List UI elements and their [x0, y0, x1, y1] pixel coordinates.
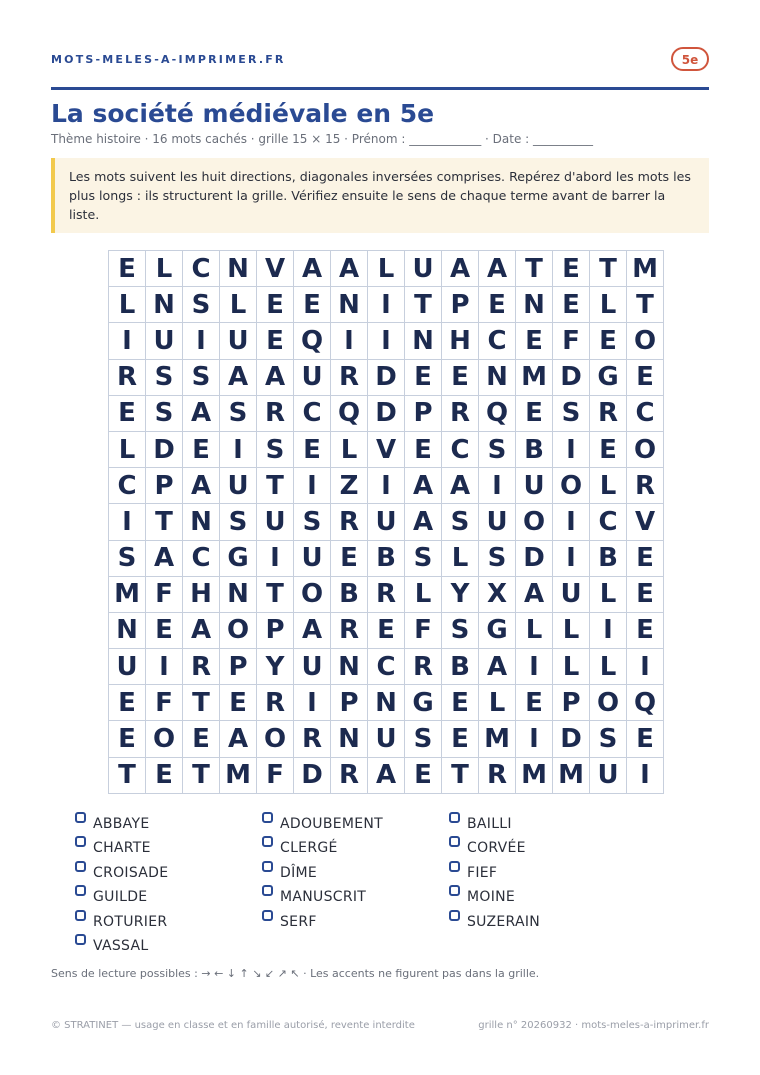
grid-cell[interactable]: T — [257, 468, 294, 504]
grid-cell[interactable]: E — [257, 287, 294, 323]
grid-cell[interactable]: S — [146, 359, 183, 395]
grid-cell[interactable]: U — [294, 359, 331, 395]
grid-cell[interactable]: R — [331, 359, 368, 395]
grid-cell[interactable]: O — [516, 504, 553, 540]
grid-cell[interactable]: O — [590, 685, 627, 721]
grid-cell[interactable]: E — [442, 721, 479, 757]
grid-cell[interactable]: O — [553, 468, 590, 504]
grid-cell[interactable]: D — [294, 757, 331, 793]
grid-cell[interactable]: A — [220, 359, 257, 395]
grid-row — [109, 504, 664, 540]
grid-row — [109, 757, 664, 793]
grid-cell[interactable]: E — [109, 685, 146, 721]
grid-cell[interactable]: L — [442, 540, 479, 576]
grid-cell[interactable]: A — [294, 612, 331, 648]
grid-cell[interactable]: I — [331, 323, 368, 359]
grid-cell[interactable]: L — [590, 576, 627, 612]
grid-cell[interactable]: E — [405, 359, 442, 395]
grid-cell[interactable]: P — [405, 395, 442, 431]
grid-cell[interactable]: E — [553, 251, 590, 287]
grid-cell[interactable]: S — [442, 504, 479, 540]
word-label: ABBAYE — [93, 816, 150, 832]
grid-cell[interactable]: E — [516, 395, 553, 431]
grid-cell[interactable]: Q — [479, 395, 516, 431]
grid-cell[interactable]: A — [294, 251, 331, 287]
grid-cell[interactable]: E — [183, 431, 220, 467]
grid-cell[interactable]: D — [368, 359, 405, 395]
grid-cell[interactable]: S — [220, 395, 257, 431]
grid-cell[interactable]: P — [220, 649, 257, 685]
grid-cell[interactable]: M — [553, 757, 590, 793]
grid-cell[interactable]: R — [331, 504, 368, 540]
grid-cell[interactable]: P — [146, 468, 183, 504]
grid-cell[interactable]: L — [553, 612, 590, 648]
grid-cell[interactable]: B — [368, 540, 405, 576]
grid-cell[interactable]: E — [109, 395, 146, 431]
word-checkbox[interactable] — [449, 861, 460, 872]
grid-cell[interactable]: L — [368, 251, 405, 287]
grid-cell[interactable]: L — [109, 431, 146, 467]
grid-cell[interactable]: R — [109, 359, 146, 395]
grid-cell[interactable]: L — [109, 287, 146, 323]
level-badge: 5e — [671, 47, 709, 71]
grid-cell[interactable]: P — [331, 685, 368, 721]
word-checkbox[interactable] — [262, 910, 273, 921]
grid-cell[interactable]: L — [590, 468, 627, 504]
grid-cell[interactable]: G — [220, 540, 257, 576]
grid-cell[interactable]: E — [479, 287, 516, 323]
word-label: VASSAL — [93, 938, 149, 954]
grid-cell[interactable]: E — [442, 359, 479, 395]
grid-cell[interactable]: I — [294, 685, 331, 721]
grid-cell[interactable]: R — [368, 576, 405, 612]
grid-cell[interactable]: U — [479, 504, 516, 540]
word-label: MANUSCRIT — [280, 889, 367, 906]
grid-cell[interactable]: M — [516, 359, 553, 395]
word-label: ROTURIER — [93, 913, 168, 930]
grid-cell[interactable]: C — [627, 395, 664, 431]
grid-cell[interactable]: L — [516, 612, 553, 648]
grid-cell[interactable]: E — [590, 431, 627, 467]
grid-cell[interactable]: E — [109, 251, 146, 287]
grid-cell[interactable]: V — [627, 504, 664, 540]
grid-row — [109, 323, 664, 359]
grid-cell[interactable]: G — [479, 612, 516, 648]
grid-cell[interactable]: C — [109, 468, 146, 504]
grid-cell[interactable]: S — [553, 395, 590, 431]
grid-cell[interactable]: C — [183, 540, 220, 576]
grid-cell[interactable]: C — [183, 251, 220, 287]
grid-cell[interactable]: T — [590, 251, 627, 287]
grid-cell[interactable]: I — [294, 468, 331, 504]
grid-cell[interactable]: A — [405, 504, 442, 540]
grid-cell[interactable]: E — [220, 685, 257, 721]
grid-cell[interactable]: N — [220, 251, 257, 287]
grid-cell[interactable]: F — [146, 685, 183, 721]
footer-copyright: © STRATINET — usage en classe et en famille autorisé, revente interdite — [51, 1020, 415, 1031]
grid-cell[interactable]: O — [257, 721, 294, 757]
grid-cell[interactable]: U — [294, 649, 331, 685]
grid-cell[interactable]: I — [220, 431, 257, 467]
grid-cell[interactable]: V — [368, 431, 405, 467]
grid-cell[interactable]: T — [516, 251, 553, 287]
word-checkbox[interactable] — [262, 861, 273, 872]
word-label: MOINE — [467, 889, 516, 906]
grid-cell[interactable]: T — [183, 757, 220, 793]
grid-cell[interactable]: I — [627, 757, 664, 793]
grid-cell[interactable]: U — [109, 649, 146, 685]
grid-cell[interactable]: E — [368, 612, 405, 648]
grid-cell[interactable]: S — [405, 540, 442, 576]
grid-cell[interactable]: H — [183, 576, 220, 612]
grid-cell[interactable]: T — [405, 287, 442, 323]
grid-cell[interactable]: I — [368, 468, 405, 504]
grid-cell[interactable]: U — [220, 323, 257, 359]
grid-cell[interactable]: I — [109, 504, 146, 540]
grid-cell[interactable]: U — [368, 721, 405, 757]
grid-cell[interactable]: N — [331, 287, 368, 323]
grid-cell[interactable]: F — [553, 323, 590, 359]
grid-cell[interactable]: A — [516, 576, 553, 612]
grid-cell[interactable]: A — [368, 757, 405, 793]
grid-cell[interactable]: M — [220, 757, 257, 793]
grid-cell[interactable]: I — [479, 468, 516, 504]
grid-cell[interactable]: G — [405, 685, 442, 721]
grid-cell[interactable]: S — [183, 359, 220, 395]
grid-cell[interactable]: L — [553, 649, 590, 685]
grid-cell[interactable]: O — [146, 721, 183, 757]
grid-cell[interactable]: N — [331, 721, 368, 757]
grid-cell[interactable]: I — [257, 540, 294, 576]
grid-row — [109, 468, 664, 504]
word-checkbox[interactable] — [449, 812, 460, 823]
grid-cell[interactable]: C — [294, 395, 331, 431]
grid-cell[interactable]: E — [627, 576, 664, 612]
grid-row — [109, 431, 664, 467]
grid-cell[interactable]: P — [553, 685, 590, 721]
grid-cell[interactable]: I — [516, 649, 553, 685]
grid-cell[interactable]: T — [146, 504, 183, 540]
grid-cell[interactable]: S — [183, 287, 220, 323]
word-search-grid — [108, 250, 664, 794]
grid-cell[interactable]: S — [294, 504, 331, 540]
grid-cell[interactable]: E — [516, 685, 553, 721]
grid-cell[interactable]: L — [331, 431, 368, 467]
word-checkbox[interactable] — [75, 836, 86, 847]
grid-cell[interactable]: A — [183, 395, 220, 431]
grid-cell[interactable]: L — [479, 685, 516, 721]
grid-cell[interactable]: N — [146, 287, 183, 323]
grid-cell[interactable]: S — [479, 540, 516, 576]
grid-cell[interactable]: E — [627, 540, 664, 576]
grid-row — [109, 359, 664, 395]
grid-cell[interactable]: I — [183, 323, 220, 359]
site-name: MOTS-MELES-A-IMPRIMER.FR — [51, 53, 286, 66]
grid-cell[interactable]: O — [627, 323, 664, 359]
grid-cell[interactable]: E — [146, 612, 183, 648]
word-checkbox[interactable] — [449, 910, 460, 921]
grid-cell[interactable]: S — [590, 721, 627, 757]
grid-cell[interactable]: T — [183, 685, 220, 721]
instructions-text: Les mots suivent les huit directions, diagonales inversées comprises. Repérez d'abord les mots les plus longs : ils structurent la grille. Vérifiez ensuite le sens de chaque terme avant de barrer la liste. — [69, 169, 691, 222]
grid-cell[interactable]: I — [146, 649, 183, 685]
grid-cell[interactable]: N — [109, 612, 146, 648]
grid-cell[interactable]: E — [331, 540, 368, 576]
grid-cell[interactable]: C — [590, 504, 627, 540]
grid-cell[interactable]: Q — [627, 685, 664, 721]
word-label: SERF — [280, 913, 317, 930]
grid-cell[interactable]: A — [405, 468, 442, 504]
grid-cell[interactable]: A — [220, 721, 257, 757]
grid-cell[interactable]: D — [553, 721, 590, 757]
grid-cell[interactable]: E — [627, 612, 664, 648]
grid-cell[interactable]: O — [220, 612, 257, 648]
grid-cell[interactable]: Y — [442, 576, 479, 612]
grid-row — [109, 540, 664, 576]
grid-cell[interactable]: A — [257, 359, 294, 395]
grid-cell[interactable]: T — [257, 576, 294, 612]
grid-cell[interactable]: C — [442, 431, 479, 467]
grid-cell[interactable]: E — [405, 757, 442, 793]
grid-cell[interactable]: L — [220, 287, 257, 323]
grid-cell[interactable]: E — [553, 287, 590, 323]
grid-row — [109, 721, 664, 757]
word-label: CHARTE — [93, 840, 151, 857]
grid-cell[interactable]: I — [590, 612, 627, 648]
grid-cell[interactable]: E — [405, 431, 442, 467]
grid-row — [109, 576, 664, 612]
grid-cell[interactable]: R — [405, 649, 442, 685]
grid-cell[interactable]: L — [590, 649, 627, 685]
grid-cell[interactable]: L — [590, 287, 627, 323]
page-title: La société médiévale en 5e — [51, 99, 435, 128]
grid-cell[interactable]: N — [220, 576, 257, 612]
grid-cell[interactable]: E — [590, 323, 627, 359]
grid-cell[interactable]: U — [553, 576, 590, 612]
word-label: SUZERAIN — [467, 913, 541, 930]
grid-cell[interactable]: N — [405, 323, 442, 359]
grid-cell[interactable]: I — [368, 323, 405, 359]
grid-cell[interactable]: B — [331, 576, 368, 612]
instructions-box — [51, 158, 709, 233]
grid-cell[interactable]: R — [257, 685, 294, 721]
grid-cell[interactable]: E — [146, 757, 183, 793]
grid-cell[interactable]: T — [627, 287, 664, 323]
grid-cell[interactable]: R — [627, 468, 664, 504]
grid-cell[interactable]: S — [405, 721, 442, 757]
grid-cell[interactable]: N — [331, 649, 368, 685]
grid-cell[interactable]: U — [368, 504, 405, 540]
grid-cell[interactable]: R — [479, 757, 516, 793]
grid-cell[interactable]: B — [590, 540, 627, 576]
grid-cell[interactable]: E — [442, 685, 479, 721]
grid-cell[interactable]: T — [442, 757, 479, 793]
grid-cell[interactable]: M — [516, 757, 553, 793]
word-checkbox[interactable] — [449, 885, 460, 896]
grid-cell[interactable]: B — [442, 649, 479, 685]
grid-row — [109, 395, 664, 431]
grid-cell[interactable]: U — [146, 323, 183, 359]
grid-cell[interactable]: S — [109, 540, 146, 576]
grid-cell[interactable]: I — [368, 287, 405, 323]
grid-cell[interactable]: L — [146, 251, 183, 287]
footer-grid-id: grille n° 20260932 · mots-meles-a-imprimer.fr — [478, 1020, 709, 1031]
word-label: CORVÉE — [467, 840, 526, 857]
word-checkbox[interactable] — [262, 836, 273, 847]
reading-directions-note: Sens de lecture possibles : → ← ↓ ↑ ↘ ↙ ↗ ↖ · Les accents ne figurent pas dans la grille. — [51, 967, 540, 980]
grid-cell[interactable]: Q — [294, 323, 331, 359]
word-checkbox[interactable] — [75, 812, 86, 823]
word-checkbox[interactable] — [75, 885, 86, 896]
grid-cell[interactable]: N — [516, 287, 553, 323]
grid-cell[interactable]: U — [257, 504, 294, 540]
grid-cell[interactable]: Y — [257, 649, 294, 685]
grid-cell[interactable]: I — [516, 721, 553, 757]
grid-cell[interactable]: V — [257, 251, 294, 287]
grid-cell[interactable]: U — [220, 468, 257, 504]
grid-cell[interactable]: S — [146, 395, 183, 431]
grid-cell[interactable]: N — [183, 504, 220, 540]
grid-cell[interactable]: R — [590, 395, 627, 431]
grid-cell[interactable]: D — [516, 540, 553, 576]
grid-cell[interactable]: A — [331, 251, 368, 287]
grid-cell[interactable]: F — [405, 612, 442, 648]
grid-cell[interactable]: C — [479, 323, 516, 359]
grid-cell[interactable]: Z — [331, 468, 368, 504]
grid-cell[interactable]: I — [553, 504, 590, 540]
word-checkbox[interactable] — [75, 934, 86, 945]
grid-cell[interactable]: E — [183, 721, 220, 757]
grid-cell[interactable]: R — [331, 612, 368, 648]
grid-cell[interactable]: G — [590, 359, 627, 395]
word-checkbox[interactable] — [449, 836, 460, 847]
grid-row — [109, 685, 664, 721]
grid-cell[interactable]: I — [627, 649, 664, 685]
grid-cell[interactable]: A — [146, 540, 183, 576]
grid-cell[interactable]: U — [590, 757, 627, 793]
grid-cell[interactable]: H — [442, 323, 479, 359]
grid-cell[interactable]: L — [405, 576, 442, 612]
grid-cell[interactable]: E — [257, 323, 294, 359]
grid-cell[interactable]: A — [183, 468, 220, 504]
grid-cell[interactable]: U — [405, 251, 442, 287]
grid-cell[interactable]: P — [257, 612, 294, 648]
word-label: GUILDE — [93, 889, 148, 906]
grid-cell[interactable]: A — [442, 468, 479, 504]
page-header — [51, 47, 709, 90]
word-label: CROISADE — [93, 864, 169, 881]
grid-cell[interactable]: A — [479, 251, 516, 287]
grid-row — [109, 649, 664, 685]
grid-cell[interactable]: S — [257, 431, 294, 467]
grid-cell[interactable]: F — [146, 576, 183, 612]
grid-cell[interactable]: N — [479, 359, 516, 395]
grid-cell[interactable]: O — [627, 431, 664, 467]
grid-cell[interactable]: I — [109, 323, 146, 359]
grid-cell[interactable]: D — [368, 395, 405, 431]
grid-cell[interactable]: U — [516, 468, 553, 504]
word-label: FIEF — [467, 864, 498, 881]
word-label: DÎME — [280, 864, 318, 881]
grid-cell[interactable]: D — [146, 431, 183, 467]
grid-cell[interactable]: S — [479, 431, 516, 467]
grid-row — [109, 612, 664, 648]
grid-cell[interactable]: R — [442, 395, 479, 431]
grid-cell[interactable]: Q — [331, 395, 368, 431]
grid-cell[interactable]: E — [294, 287, 331, 323]
grid-cell[interactable]: E — [294, 431, 331, 467]
grid-cell[interactable]: X — [479, 576, 516, 612]
word-label: BAILLI — [467, 816, 512, 832]
word-checkbox[interactable] — [262, 885, 273, 896]
grid-cell[interactable]: R — [257, 395, 294, 431]
grid-cell[interactable]: I — [553, 431, 590, 467]
word-label: ADOUBEMENT — [280, 816, 384, 832]
grid-cell[interactable]: P — [442, 287, 479, 323]
grid-cell[interactable]: I — [553, 540, 590, 576]
grid-cell[interactable]: A — [479, 649, 516, 685]
grid-cell[interactable]: C — [368, 649, 405, 685]
page-subtitle: Thème histoire · 16 mots cachés · grille 15 × 15 · Prénom : ____________ · Date : __________ — [51, 132, 593, 146]
grid-cell[interactable]: R — [294, 721, 331, 757]
word-checkbox[interactable] — [75, 910, 86, 921]
grid-cell[interactable]: T — [109, 757, 146, 793]
grid-row — [109, 287, 664, 323]
grid-cell[interactable]: E — [627, 359, 664, 395]
grid-cell[interactable]: N — [368, 685, 405, 721]
grid-cell[interactable]: S — [442, 612, 479, 648]
grid-cell[interactable]: R — [183, 649, 220, 685]
grid-cell[interactable]: M — [109, 576, 146, 612]
grid-cell[interactable]: D — [553, 359, 590, 395]
word-checkbox[interactable] — [75, 861, 86, 872]
grid-cell[interactable]: U — [294, 540, 331, 576]
grid-cell[interactable]: R — [331, 757, 368, 793]
grid-cell[interactable]: M — [627, 251, 664, 287]
grid-row — [109, 251, 664, 287]
grid-cell[interactable]: B — [516, 431, 553, 467]
grid-cell[interactable]: A — [442, 251, 479, 287]
word-label: CLERGÉ — [280, 840, 338, 857]
grid-cell[interactable]: A — [183, 612, 220, 648]
grid-cell[interactable]: E — [627, 721, 664, 757]
grid-cell[interactable]: M — [479, 721, 516, 757]
grid-cell[interactable]: F — [257, 757, 294, 793]
grid-cell[interactable]: E — [516, 323, 553, 359]
grid-cell[interactable]: O — [294, 576, 331, 612]
word-checkbox[interactable] — [262, 812, 273, 823]
grid-cell[interactable]: E — [109, 721, 146, 757]
grid-cell[interactable]: S — [220, 504, 257, 540]
